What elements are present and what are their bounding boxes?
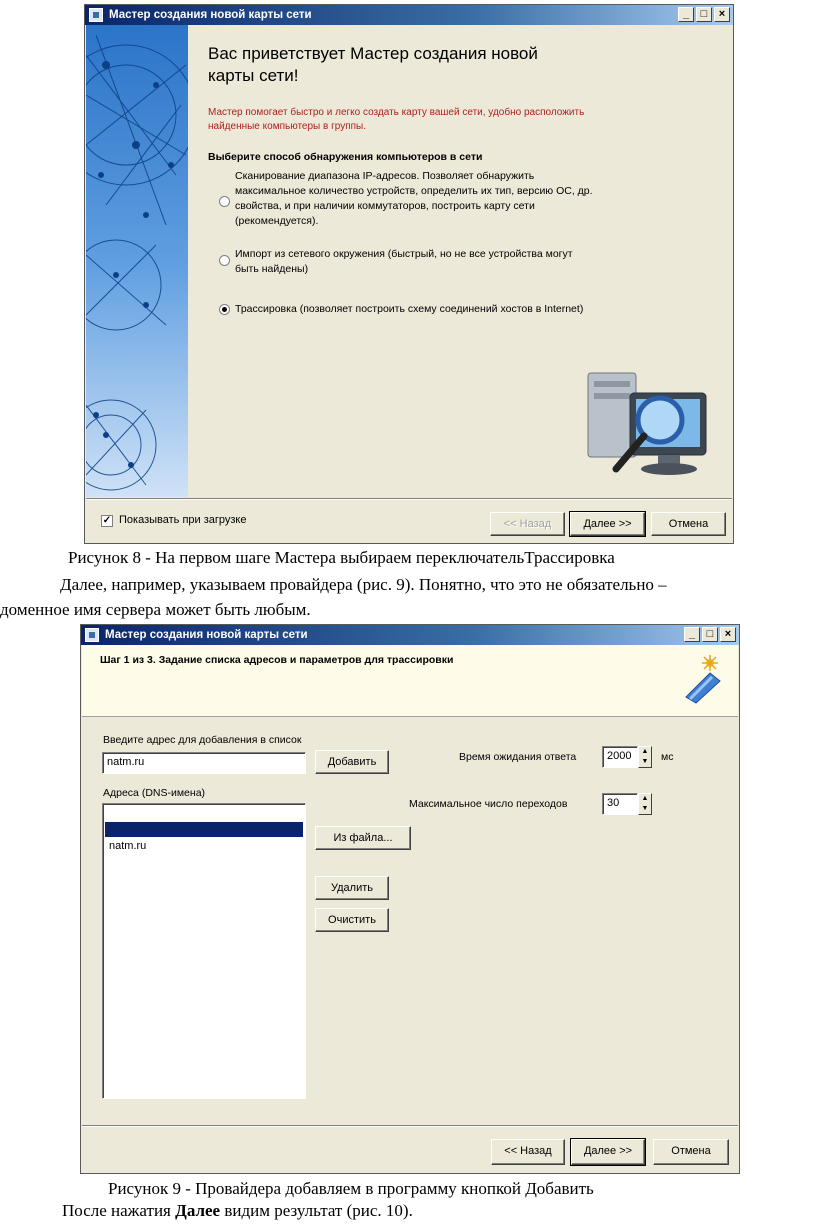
welcome-heading: Вас приветствует Мастер создания новой карты сети! (208, 44, 538, 85)
timeout-input[interactable]: 2000 (602, 746, 638, 768)
welcome-description: Мастер помогает быстро и легко создать карту вашей сети, удобно расположить найденные компьютеры в группы. (208, 107, 585, 132)
paragraph-line-1: Далее, например, указываем провайдера (рис. 9). Понятно, что это не обязательно – (60, 575, 667, 594)
minimize-button[interactable]: _ (684, 627, 700, 642)
cancel-button[interactable]: Отмена (651, 512, 726, 536)
radio-traceroute[interactable] (219, 304, 230, 315)
show-on-startup-label[interactable]: Показывать при загрузке (119, 514, 247, 526)
list-item[interactable]: natm.ru (109, 840, 147, 852)
step-title: Шаг 1 из 3. Задание списка адресов и параметров для трассировки (100, 654, 454, 666)
window-title: Мастер создания новой карты сети (109, 9, 312, 21)
cancel-button[interactable]: Отмена (653, 1139, 729, 1165)
option-traceroute-label[interactable]: Трассировка (позволяет построить схему соединений хостов в Internet) (235, 303, 584, 315)
close-button[interactable]: × (714, 7, 730, 22)
maximize-button[interactable]: □ (696, 7, 712, 22)
max-hops-input[interactable]: 30 (602, 793, 638, 815)
back-button[interactable]: << Назад (490, 512, 565, 536)
maximize-button[interactable]: □ (702, 627, 718, 642)
from-file-button[interactable]: Из файла... (315, 826, 411, 850)
paragraph-line-2: доменное имя сервера может быть любым. (0, 600, 311, 619)
minimize-button[interactable]: _ (678, 7, 694, 22)
bottom-separator (86, 498, 732, 500)
timeout-label: Время ожидания ответа (459, 751, 577, 763)
address-label: Введите адрес для добавления в список (103, 734, 302, 746)
option-import-network-label[interactable]: Импорт из сетевого окружения (быстрый, но не все устройства могут быть найдены) (235, 248, 573, 275)
list-item[interactable] (105, 822, 303, 837)
max-hops-label: Максимальное число переходов (409, 798, 568, 810)
max-hops-stepper[interactable]: ▲ ▼ (638, 793, 652, 815)
next-button[interactable]: Далее >> (571, 1139, 645, 1165)
add-button[interactable]: Добавить (315, 750, 389, 774)
option-scan-ip-range-label[interactable]: Сканирование диапазона IP-адресов. Позволяет обнаружить максимальное количество устройств, определить их тип, версию ОС, др. свойства, и при наличии коммутаторов, построить карту сети (рекомендуется). (235, 170, 593, 227)
radio-import-network[interactable] (219, 255, 230, 266)
titlebar[interactable] (85, 5, 733, 25)
bottom-separator (82, 1125, 738, 1127)
addresses-list[interactable] (102, 803, 306, 1099)
timeout-stepper[interactable]: ▲ ▼ (638, 746, 652, 768)
back-button[interactable]: << Назад (491, 1139, 565, 1165)
titlebar[interactable] (81, 625, 739, 645)
wizard-window-2 (80, 624, 740, 1174)
next-button[interactable]: Далее >> (570, 512, 645, 536)
clear-button[interactable]: Очистить (315, 908, 389, 932)
app-icon (85, 628, 99, 642)
show-on-startup-checkbox[interactable]: ✓ (102, 515, 112, 526)
close-button[interactable]: × (720, 627, 736, 642)
delete-button[interactable]: Удалить (315, 876, 389, 900)
address-input[interactable]: natm.ru (102, 752, 306, 774)
wizard-window-1 (84, 4, 734, 544)
window-title: Мастер создания новой карты сети (105, 629, 308, 641)
app-icon (89, 8, 103, 22)
network-banner-image (86, 25, 188, 497)
step-header (82, 645, 738, 717)
radio-scan-ip-range[interactable] (219, 196, 230, 207)
timeout-unit: мс (661, 751, 674, 763)
section-title: Выберите способ обнаружения компьютеров в сети (208, 151, 483, 163)
figure-9-caption: Рисунок 9 - Провайдера добавляем в программу кнопкой Добавить (108, 1179, 594, 1198)
wizard-wand-icon (680, 653, 726, 705)
addresses-list-label: Адреса (DNS-имена) (103, 787, 206, 799)
computer-search-icon (580, 365, 720, 480)
paragraph-2: После нажатия Далее видим результат (рис. 10). (62, 1201, 413, 1220)
figure-8-caption: Рисунок 8 - На первом шаге Мастера выбираем переключательТрассировка (68, 548, 615, 567)
